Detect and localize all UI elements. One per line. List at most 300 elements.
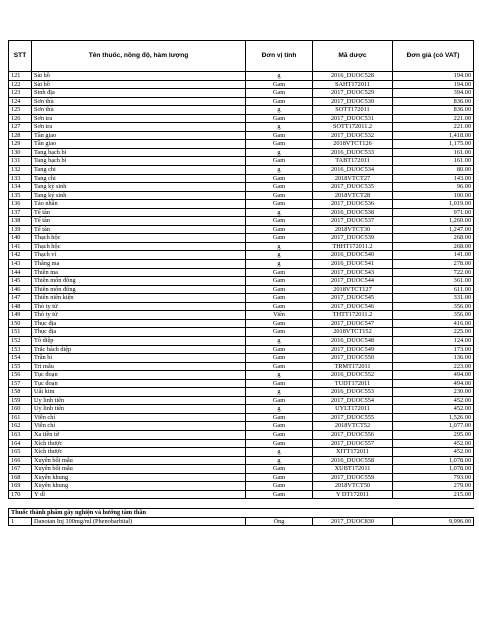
row-unit-price: 194.00 bbox=[393, 80, 474, 89]
row-unit: Gam bbox=[246, 97, 313, 106]
table-row bbox=[9, 277, 474, 286]
row-drug-code: 2016_DUOC540 bbox=[313, 251, 393, 260]
table-row bbox=[9, 439, 474, 448]
row-drug-name: Tri mẫu bbox=[32, 362, 246, 371]
row-drug-name: Tục đoạn bbox=[32, 371, 246, 380]
row-drug-code: 2017_DUOC554 bbox=[313, 396, 393, 405]
row-drug-name: Tục đoạn bbox=[32, 379, 246, 388]
row-drug-code: Y DT172011 bbox=[313, 490, 393, 499]
row-drug-code: THTT172011.2 bbox=[313, 311, 393, 320]
row-drug-code: UYLT172011 bbox=[313, 405, 393, 414]
row-drug-code: 2016_DUOC533 bbox=[313, 148, 393, 157]
row-drug-name: Xích thược bbox=[32, 439, 246, 448]
row-drug-code: 2017_DUOC532 bbox=[313, 131, 393, 140]
table-row bbox=[9, 89, 474, 98]
row-drug-name: Sơn tra bbox=[32, 123, 246, 132]
row-stt: 169 bbox=[9, 482, 32, 491]
row-unit-price: 452.00 bbox=[393, 439, 474, 448]
row-unit-price: 80.00 bbox=[393, 166, 474, 175]
row-drug-name: Uy linh tiên bbox=[32, 405, 246, 414]
row-unit: Gam bbox=[246, 379, 313, 388]
section-title-row bbox=[9, 509, 474, 518]
row-unit: g bbox=[246, 388, 313, 397]
row-drug-name: Sinh địa bbox=[32, 89, 246, 98]
row-drug-name: Tang chi bbox=[32, 166, 246, 175]
row-unit: Gam bbox=[246, 490, 313, 499]
row-drug-name: Xuyên khung bbox=[32, 473, 246, 482]
row-drug-name: Xa tiền tử bbox=[32, 430, 246, 439]
row-unit: Gam bbox=[246, 396, 313, 405]
row-drug-name: Uất kim bbox=[32, 388, 246, 397]
row-stt: 149 bbox=[9, 311, 32, 320]
row-unit: g bbox=[246, 405, 313, 414]
table-row bbox=[9, 456, 474, 465]
row-stt: 151 bbox=[9, 328, 32, 337]
row-unit-price: 416.00 bbox=[393, 319, 474, 328]
row-unit: Gam bbox=[246, 328, 313, 337]
drug-price-table bbox=[8, 40, 474, 526]
row-drug-name: Thỏ ty tử bbox=[32, 311, 246, 320]
row-stt: 141 bbox=[9, 242, 32, 251]
row-drug-code: 2017_DUOC557 bbox=[313, 439, 393, 448]
section-body bbox=[9, 517, 474, 526]
row-unit: Gam bbox=[246, 268, 313, 277]
row-unit: Gam bbox=[246, 234, 313, 243]
row-stt: 133 bbox=[9, 174, 32, 183]
drug-price-table-page bbox=[8, 40, 473, 526]
row-drug-name: Sài hồ bbox=[32, 80, 246, 89]
row-stt: 165 bbox=[9, 448, 32, 457]
row-drug-name: Thạch hộc bbox=[32, 234, 246, 243]
table-row bbox=[9, 140, 474, 149]
row-drug-code: 2017_DUOC529 bbox=[313, 89, 393, 98]
row-drug-code: 2016_DUOC548 bbox=[313, 336, 393, 345]
row-stt: 126 bbox=[9, 114, 32, 123]
row-unit-price: 1,526.00 bbox=[393, 413, 474, 422]
table-row bbox=[9, 396, 474, 405]
row-drug-name: Tang bạch bì bbox=[32, 148, 246, 157]
row-unit: Gam bbox=[246, 422, 313, 431]
table-row bbox=[9, 183, 474, 192]
table-row bbox=[9, 371, 474, 380]
row-unit: g bbox=[246, 208, 313, 217]
table-row bbox=[9, 465, 474, 474]
row-stt: 155 bbox=[9, 362, 32, 371]
table-row bbox=[9, 362, 474, 371]
row-drug-name: Sơn tra bbox=[32, 114, 246, 123]
table-row bbox=[9, 225, 474, 234]
table-row bbox=[9, 294, 474, 303]
row-drug-code: 2017_DUOC559 bbox=[313, 473, 393, 482]
table-row bbox=[9, 517, 474, 526]
row-unit: Gam bbox=[246, 482, 313, 491]
table-row bbox=[9, 473, 474, 482]
row-drug-name: Tang chi bbox=[32, 174, 246, 183]
row-unit-price: 143.00 bbox=[393, 174, 474, 183]
row-drug-code: 2017_DUOC555 bbox=[313, 413, 393, 422]
row-unit-price: 100.00 bbox=[393, 191, 474, 200]
row-drug-name: Thục địa bbox=[32, 328, 246, 337]
row-drug-name: Tang bạch bì bbox=[32, 157, 246, 166]
row-stt: 136 bbox=[9, 200, 32, 209]
row-unit: g bbox=[246, 336, 313, 345]
row-stt: 157 bbox=[9, 379, 32, 388]
row-unit-price: 494.00 bbox=[393, 371, 474, 380]
row-unit-price: 356.00 bbox=[393, 311, 474, 320]
row-stt: 130 bbox=[9, 148, 32, 157]
row-unit-price: 331.00 bbox=[393, 294, 474, 303]
row-drug-name: Trần bì bbox=[32, 354, 246, 363]
row-drug-name: Thăng ma bbox=[32, 260, 246, 269]
row-stt: 161 bbox=[9, 413, 32, 422]
row-unit-price: 230.00 bbox=[393, 388, 474, 397]
row-drug-code: 2017_DUOC549 bbox=[313, 345, 393, 354]
row-drug-name: Tế tân bbox=[32, 225, 246, 234]
row-drug-code: TUDT172011 bbox=[313, 379, 393, 388]
row-drug-code: TRMT172011 bbox=[313, 362, 393, 371]
row-stt: 158 bbox=[9, 388, 32, 397]
row-stt: 164 bbox=[9, 439, 32, 448]
row-drug-code: 2018VTCT30 bbox=[313, 225, 393, 234]
row-unit: g bbox=[246, 106, 313, 115]
row-stt: 125 bbox=[9, 106, 32, 115]
row-stt: 122 bbox=[9, 80, 32, 89]
row-unit: Ống bbox=[246, 517, 313, 526]
row-unit: g bbox=[246, 260, 313, 269]
table-row bbox=[9, 157, 474, 166]
row-unit-price: 494.00 bbox=[393, 379, 474, 388]
row-unit: g bbox=[246, 448, 313, 457]
row-drug-name: Thiên môn đông bbox=[32, 277, 246, 286]
header-stt: STT bbox=[9, 41, 32, 72]
row-drug-code: 2017_DUOC546 bbox=[313, 302, 393, 311]
row-stt: 137 bbox=[9, 208, 32, 217]
row-unit-price: 278.00 bbox=[393, 260, 474, 269]
row-unit: Gam bbox=[246, 191, 313, 200]
row-unit: Gam bbox=[246, 140, 313, 149]
row-drug-name: Trắc bách diệp bbox=[32, 345, 246, 354]
row-unit-price: 161.00 bbox=[393, 157, 474, 166]
row-unit: Gam bbox=[246, 473, 313, 482]
row-drug-code: 2017_DUOC539 bbox=[313, 234, 393, 243]
row-unit: Gam bbox=[246, 174, 313, 183]
row-unit-price: 124.00 bbox=[393, 336, 474, 345]
header-unit-price: Đơn giá (có VAT) bbox=[393, 41, 474, 72]
row-unit-price: 1,247.00 bbox=[393, 225, 474, 234]
table-row bbox=[9, 311, 474, 320]
row-unit: Gam bbox=[246, 465, 313, 474]
row-stt: 140 bbox=[9, 234, 32, 243]
row-unit-price: 452.00 bbox=[393, 448, 474, 457]
row-drug-name: Thiên môn đông bbox=[32, 285, 246, 294]
row-unit: g bbox=[246, 72, 313, 81]
row-unit: Gam bbox=[246, 354, 313, 363]
row-drug-code: 2018VTCT52 bbox=[313, 422, 393, 431]
row-unit-price: 452.00 bbox=[393, 405, 474, 414]
row-drug-name: Táo nhân bbox=[32, 200, 246, 209]
row-stt: 145 bbox=[9, 277, 32, 286]
row-drug-code: 2016_DUOC541 bbox=[313, 260, 393, 269]
row-drug-name: Thiên ma bbox=[32, 268, 246, 277]
row-unit-price: 161.00 bbox=[393, 148, 474, 157]
row-unit-price: 9,996.00 bbox=[393, 517, 474, 526]
row-stt: 146 bbox=[9, 285, 32, 294]
row-drug-name: Tần giao bbox=[32, 140, 246, 149]
row-drug-name: Viễn chí bbox=[32, 422, 246, 431]
table-row bbox=[9, 319, 474, 328]
table-row bbox=[9, 72, 474, 81]
table-row bbox=[9, 114, 474, 123]
row-stt: 124 bbox=[9, 97, 32, 106]
row-drug-code: 2017_DUOC537 bbox=[313, 217, 393, 226]
row-unit-price: 394.00 bbox=[393, 89, 474, 98]
row-unit-price: 356.00 bbox=[393, 302, 474, 311]
table-row bbox=[9, 166, 474, 175]
row-stt: 162 bbox=[9, 422, 32, 431]
row-drug-name: Thỏ ty tử bbox=[32, 302, 246, 311]
table-row bbox=[9, 413, 474, 422]
table-row bbox=[9, 448, 474, 457]
row-drug-code: 2016_DUOC534 bbox=[313, 166, 393, 175]
row-stt: 138 bbox=[9, 217, 32, 226]
row-drug-name: Uy linh tiên bbox=[32, 396, 246, 405]
row-unit-price: 279.00 bbox=[393, 482, 474, 491]
row-unit: Gam bbox=[246, 277, 313, 286]
table-row bbox=[9, 191, 474, 200]
row-stt: 156 bbox=[9, 371, 32, 380]
row-drug-code: 2018VTCT152 bbox=[313, 328, 393, 337]
row-drug-name: Xích thược bbox=[32, 448, 246, 457]
row-drug-code: TABT172011 bbox=[313, 157, 393, 166]
table-row bbox=[9, 388, 474, 397]
row-drug-name: Tế tân bbox=[32, 208, 246, 217]
row-drug-name: Xuyên khung bbox=[32, 482, 246, 491]
row-unit: g bbox=[246, 242, 313, 251]
table-row bbox=[9, 251, 474, 260]
row-unit-price: 221.00 bbox=[393, 123, 474, 132]
row-drug-code: 2016_DUOC558 bbox=[313, 456, 393, 465]
row-drug-name: Tang ký sinh bbox=[32, 183, 246, 192]
table-header-row bbox=[9, 41, 474, 72]
row-stt: 160 bbox=[9, 405, 32, 414]
row-drug-code: XITT172011 bbox=[313, 448, 393, 457]
row-unit: g bbox=[246, 166, 313, 175]
table-row bbox=[9, 405, 474, 414]
row-unit: g bbox=[246, 123, 313, 132]
row-unit-price: 173.00 bbox=[393, 345, 474, 354]
row-drug-code: 2017_DUOC535 bbox=[313, 183, 393, 192]
row-drug-name: Tang ký sinh bbox=[32, 191, 246, 200]
row-drug-name: Tế tân bbox=[32, 217, 246, 226]
row-unit-price: 225.00 bbox=[393, 328, 474, 337]
table-row bbox=[9, 97, 474, 106]
section-title: Thuốc thành phẩm gây nghiện và hướng tâm thần bbox=[9, 509, 474, 518]
row-stt: 1 bbox=[9, 517, 32, 526]
row-drug-code: 2016_DUOC552 bbox=[313, 371, 393, 380]
row-unit-price: 1,418.00 bbox=[393, 131, 474, 140]
row-stt: 135 bbox=[9, 191, 32, 200]
table-row bbox=[9, 345, 474, 354]
row-stt: 163 bbox=[9, 430, 32, 439]
table-row bbox=[9, 302, 474, 311]
row-drug-code: 2016_DUOC528 bbox=[313, 72, 393, 81]
row-drug-code: 2017_DUOC550 bbox=[313, 354, 393, 363]
row-stt: 139 bbox=[9, 225, 32, 234]
table-row bbox=[9, 430, 474, 439]
row-drug-code: 2017_DUOC545 bbox=[313, 294, 393, 303]
row-stt: 148 bbox=[9, 302, 32, 311]
table-row bbox=[9, 174, 474, 183]
row-unit: Gam bbox=[246, 430, 313, 439]
row-drug-name: Thạch hộc bbox=[32, 242, 246, 251]
row-unit: Gam bbox=[246, 294, 313, 303]
row-drug-code: SAHT172011 bbox=[313, 80, 393, 89]
row-drug-code: 2017_DUOC556 bbox=[313, 430, 393, 439]
table-row bbox=[9, 285, 474, 294]
row-unit: Gam bbox=[246, 183, 313, 192]
row-drug-code: 2018VTCT27 bbox=[313, 174, 393, 183]
table-row bbox=[9, 268, 474, 277]
row-drug-code: 2018VTCT50 bbox=[313, 482, 393, 491]
row-unit: g bbox=[246, 371, 313, 380]
row-stt: 170 bbox=[9, 490, 32, 499]
table-row bbox=[9, 123, 474, 132]
table-row bbox=[9, 490, 474, 499]
row-unit: Gam bbox=[246, 217, 313, 226]
row-unit-price: 1,078.00 bbox=[393, 465, 474, 474]
row-stt: 152 bbox=[9, 336, 32, 345]
table-row bbox=[9, 328, 474, 337]
row-stt: 128 bbox=[9, 131, 32, 140]
row-stt: 154 bbox=[9, 354, 32, 363]
row-stt: 121 bbox=[9, 72, 32, 81]
row-drug-name: Tô diệp bbox=[32, 336, 246, 345]
row-drug-code: 2017_DUOC830 bbox=[313, 517, 393, 526]
row-unit: g bbox=[246, 251, 313, 260]
row-drug-name: Thiên niên kiện bbox=[32, 294, 246, 303]
table-row bbox=[9, 336, 474, 345]
row-unit-price: 223.00 bbox=[393, 362, 474, 371]
row-drug-name: Sơn thù bbox=[32, 97, 246, 106]
row-stt: 168 bbox=[9, 473, 32, 482]
row-unit-price: 836.00 bbox=[393, 106, 474, 115]
row-unit: g bbox=[246, 148, 313, 157]
row-stt: 129 bbox=[9, 140, 32, 149]
table-row bbox=[9, 482, 474, 491]
row-stt: 127 bbox=[9, 123, 32, 132]
row-unit: Gam bbox=[246, 80, 313, 89]
row-unit-price: 611.00 bbox=[393, 285, 474, 294]
spacer-row bbox=[9, 499, 474, 509]
row-drug-code: SOTT172011.2 bbox=[313, 123, 393, 132]
table-row bbox=[9, 80, 474, 89]
table-row bbox=[9, 260, 474, 269]
table-row bbox=[9, 131, 474, 140]
table-row bbox=[9, 106, 474, 115]
row-unit: Gam bbox=[246, 225, 313, 234]
row-drug-name: Thạch vĩ bbox=[32, 251, 246, 260]
row-unit-price: 1,078.00 bbox=[393, 456, 474, 465]
row-stt: 166 bbox=[9, 456, 32, 465]
row-unit: Gam bbox=[246, 157, 313, 166]
row-stt: 123 bbox=[9, 89, 32, 98]
row-stt: 167 bbox=[9, 465, 32, 474]
row-drug-name: Danotan Inj 100mg/ml (Phenobarbital) bbox=[32, 517, 246, 526]
table-row bbox=[9, 208, 474, 217]
row-unit: Gam bbox=[246, 413, 313, 422]
row-drug-code: 2017_DUOC547 bbox=[313, 319, 393, 328]
row-unit: Gam bbox=[246, 345, 313, 354]
row-drug-code: 2018VTCT126 bbox=[313, 140, 393, 149]
row-unit: Gam bbox=[246, 362, 313, 371]
header-drug-code: Mã dược bbox=[313, 41, 393, 72]
row-drug-name: Thục địa bbox=[32, 319, 246, 328]
header-unit: Đơn vị tính bbox=[246, 41, 313, 72]
row-drug-name: Xuyên bối mẫu bbox=[32, 465, 246, 474]
row-stt: 144 bbox=[9, 268, 32, 277]
table-row bbox=[9, 200, 474, 209]
row-unit: g bbox=[246, 456, 313, 465]
row-drug-name: Viễn chí bbox=[32, 413, 246, 422]
row-unit-price: 1,175.00 bbox=[393, 140, 474, 149]
row-drug-code: 2016_DUOC553 bbox=[313, 388, 393, 397]
row-unit-price: 836.00 bbox=[393, 97, 474, 106]
row-drug-name: Sơn thù bbox=[32, 106, 246, 115]
row-drug-name: Tần giao bbox=[32, 131, 246, 140]
row-drug-code: 2018VTCT127 bbox=[313, 285, 393, 294]
row-unit-price: 268.00 bbox=[393, 234, 474, 243]
row-stt: 131 bbox=[9, 157, 32, 166]
row-unit-price: 268.00 bbox=[393, 242, 474, 251]
row-drug-code: 2017_DUOC531 bbox=[313, 114, 393, 123]
table-row bbox=[9, 422, 474, 431]
row-drug-code: 2016_DUOC538 bbox=[313, 208, 393, 217]
table-row bbox=[9, 242, 474, 251]
row-unit-price: 722.00 bbox=[393, 268, 474, 277]
row-drug-name: Ý dĩ bbox=[32, 490, 246, 499]
row-unit: Viên bbox=[246, 311, 313, 320]
row-stt: 159 bbox=[9, 396, 32, 405]
row-stt: 147 bbox=[9, 294, 32, 303]
row-drug-code: 2017_DUOC530 bbox=[313, 97, 393, 106]
table-row bbox=[9, 379, 474, 388]
row-drug-code: THHT172011.2 bbox=[313, 242, 393, 251]
row-stt: 143 bbox=[9, 260, 32, 269]
row-unit-price: 194.00 bbox=[393, 72, 474, 81]
row-stt: 142 bbox=[9, 251, 32, 260]
row-unit-price: 96.00 bbox=[393, 183, 474, 192]
row-unit-price: 1,019.00 bbox=[393, 200, 474, 209]
row-stt: 153 bbox=[9, 345, 32, 354]
row-drug-code: XUBT172011 bbox=[313, 465, 393, 474]
row-drug-code: 2017_DUOC536 bbox=[313, 200, 393, 209]
row-unit-price: 221.00 bbox=[393, 114, 474, 123]
table-row bbox=[9, 148, 474, 157]
row-stt: 132 bbox=[9, 166, 32, 175]
row-drug-name: Xuyên bối mẫu bbox=[32, 456, 246, 465]
row-unit-price: 215.00 bbox=[393, 490, 474, 499]
row-drug-code: SOTT172011 bbox=[313, 106, 393, 115]
table-body bbox=[9, 72, 474, 499]
row-unit-price: 136.00 bbox=[393, 354, 474, 363]
row-unit-price: 361.00 bbox=[393, 277, 474, 286]
row-stt: 134 bbox=[9, 183, 32, 192]
row-unit-price: 1,077.00 bbox=[393, 422, 474, 431]
row-unit-price: 452.00 bbox=[393, 396, 474, 405]
row-drug-name: Sài hồ bbox=[32, 72, 246, 81]
row-unit: Gam bbox=[246, 89, 313, 98]
row-unit-price: 295.00 bbox=[393, 430, 474, 439]
